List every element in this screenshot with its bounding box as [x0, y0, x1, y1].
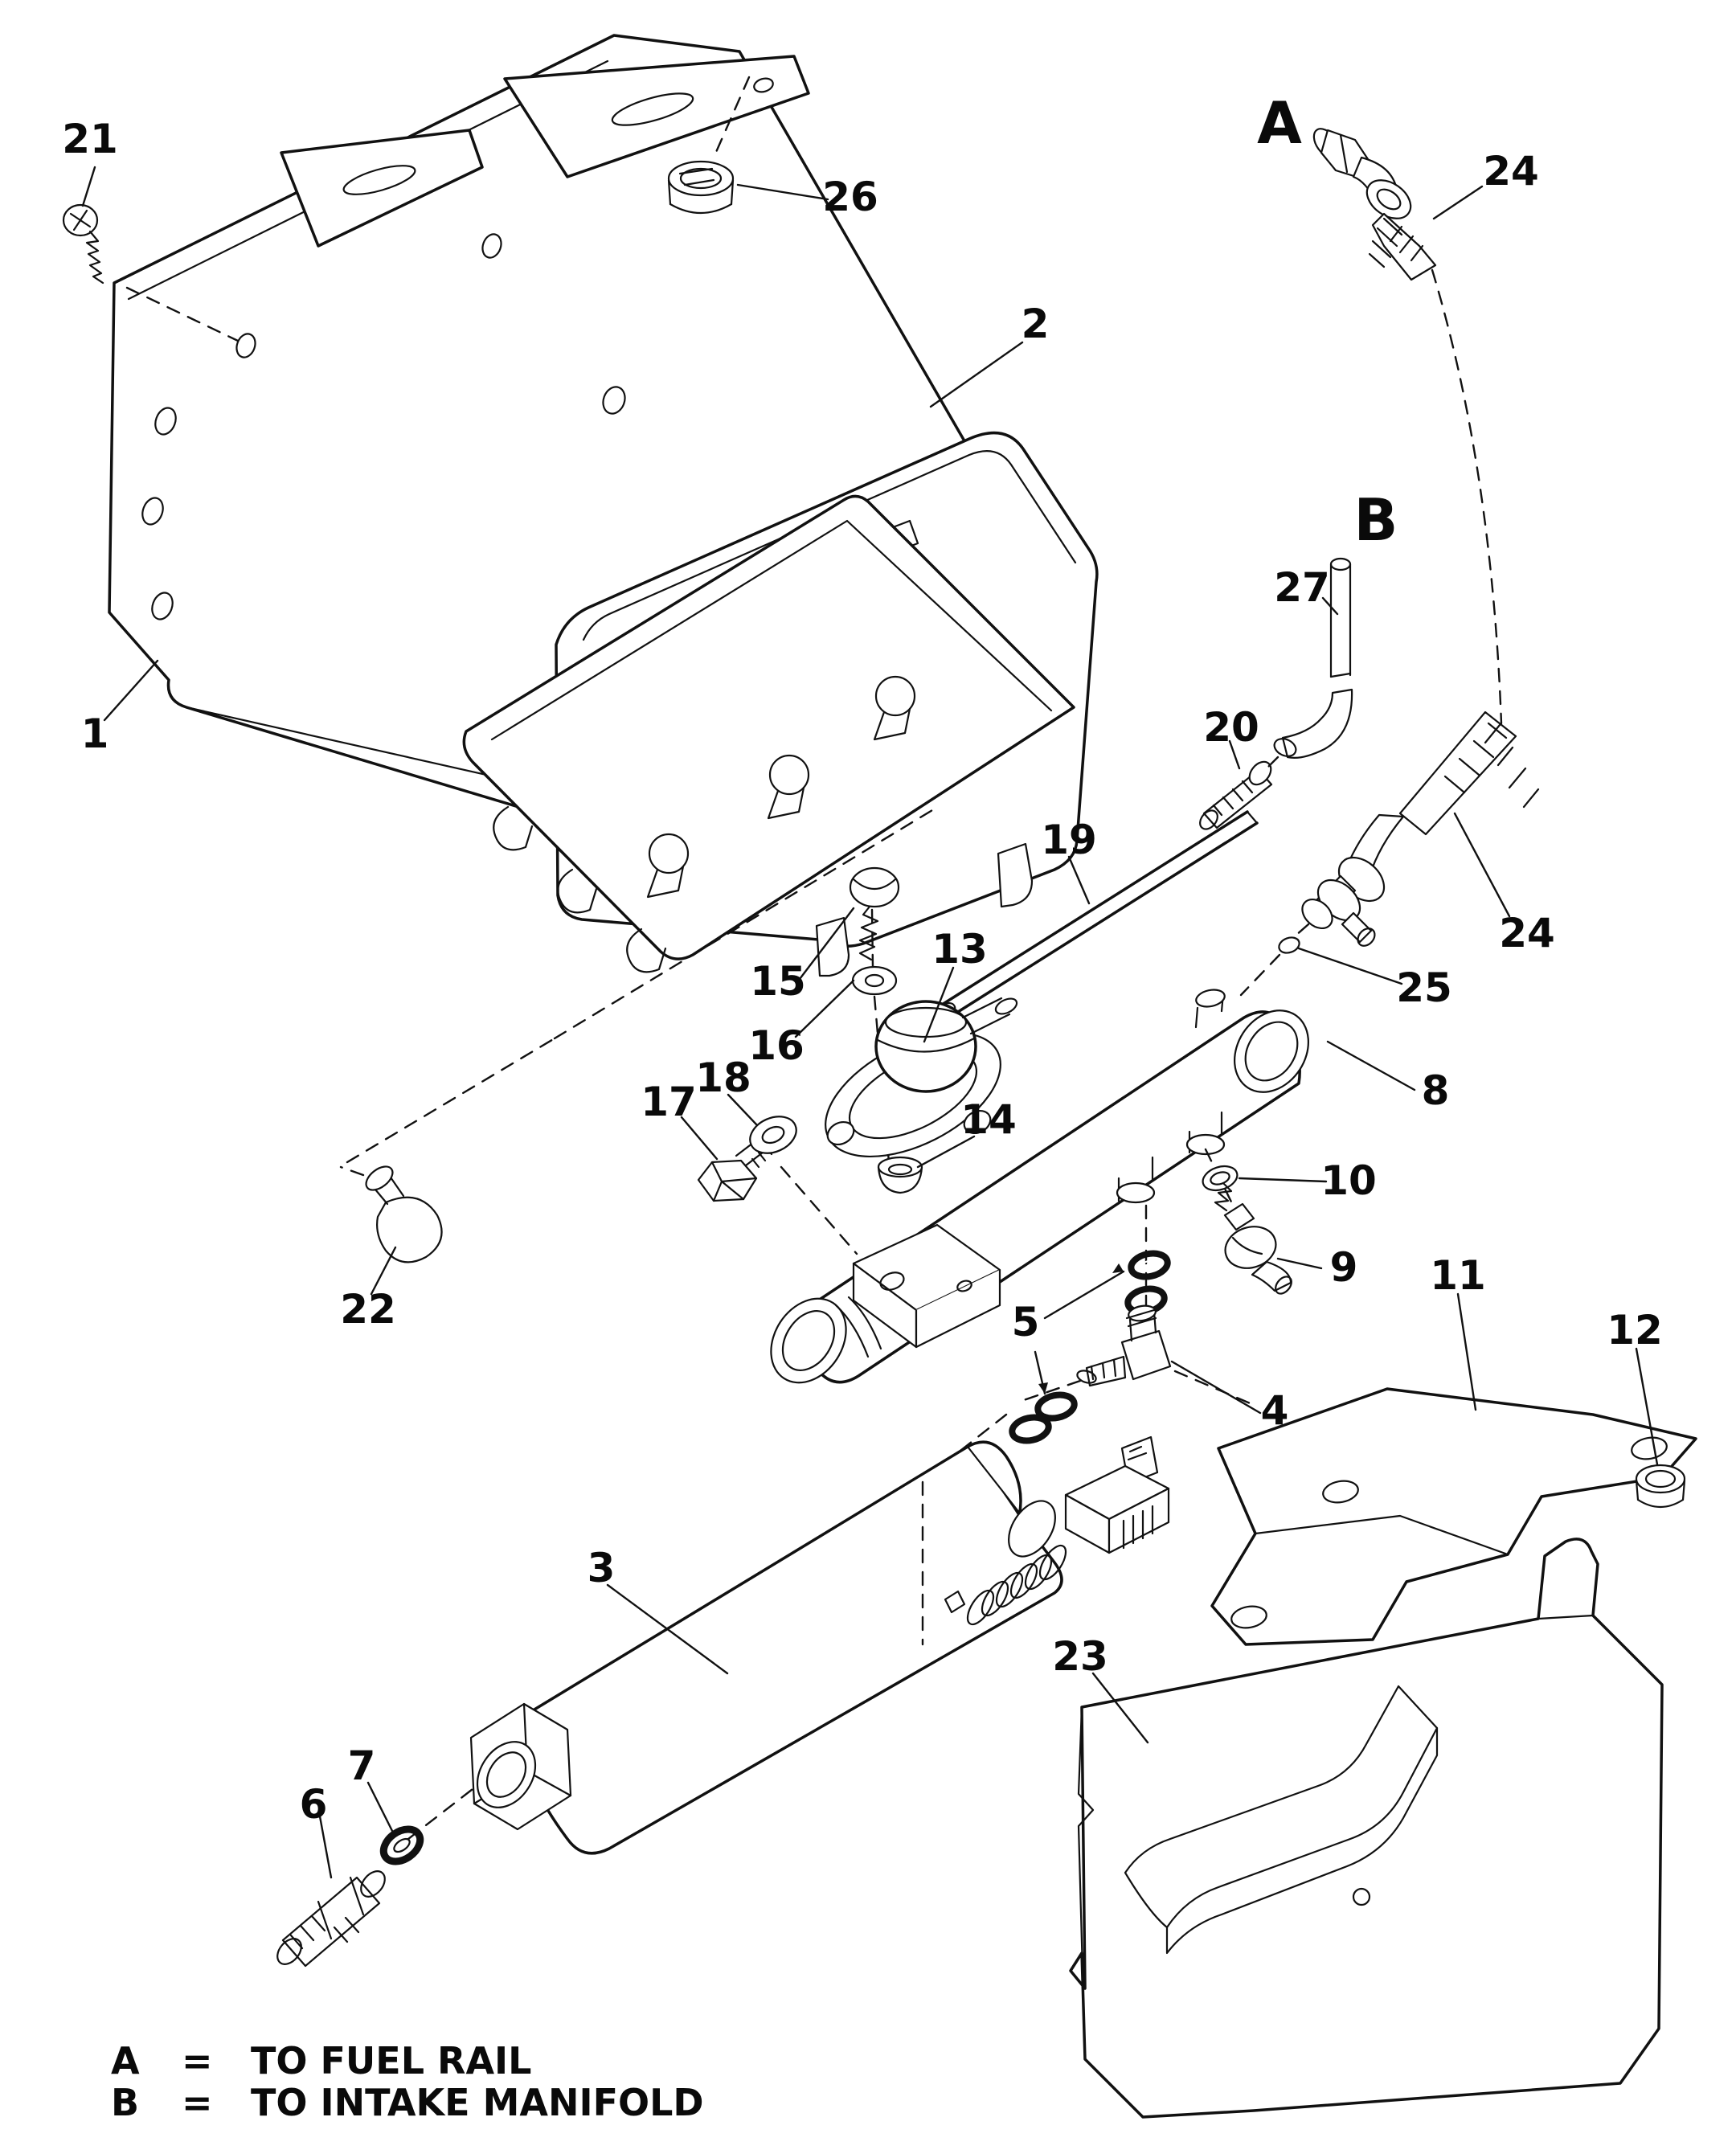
callout-7: 7	[347, 1742, 376, 1789]
legend	[111, 2039, 704, 2124]
callout-18: 18	[695, 1054, 751, 1101]
callout-17: 17	[641, 1079, 697, 1125]
callout-8: 8	[1421, 1067, 1450, 1114]
callout-16: 16	[748, 1022, 805, 1069]
part-24-hose-upper-drawing	[1309, 125, 1501, 723]
callout-2: 2	[1021, 301, 1050, 347]
callout-24b: 24	[1499, 910, 1555, 956]
part-9-vent-fitting-drawing	[1215, 1183, 1295, 1296]
legend-a-eq: =	[182, 2039, 213, 2082]
callout-27: 27	[1274, 564, 1330, 611]
callout-13: 13	[931, 926, 988, 973]
callout-A: A	[1257, 89, 1302, 157]
callout-26: 26	[822, 174, 878, 220]
callout-B: B	[1353, 486, 1398, 554]
part-4-elbow-fitting-drawing	[953, 1304, 1254, 1456]
callout-12: 12	[1607, 1307, 1663, 1353]
callout-10: 10	[1320, 1157, 1377, 1204]
legend-a-letter: A	[111, 2039, 140, 2082]
callout-15: 15	[750, 958, 806, 1005]
callout-20: 20	[1203, 704, 1259, 751]
legend-a-text: TO FUEL RAIL	[251, 2039, 532, 2082]
callout-19: 19	[1041, 817, 1097, 863]
part-16-washer-drawing	[853, 967, 896, 994]
callout-23: 23	[1052, 1633, 1108, 1680]
part-12-nut-drawing	[1636, 1465, 1685, 1507]
callout-1: 1	[80, 710, 109, 757]
part-17-bolt-drawing	[698, 1135, 857, 1254]
callout-9: 9	[1329, 1244, 1358, 1291]
callout-11: 11	[1430, 1252, 1486, 1299]
callout-21: 21	[62, 116, 118, 162]
part-8-cooler-tube-drawing	[755, 987, 1323, 1396]
legend-b-text: TO INTAKE MANIFOLD	[251, 2081, 704, 2124]
callout-5: 5	[1011, 1299, 1040, 1345]
callout-6: 6	[299, 1781, 328, 1828]
callout-25: 25	[1396, 964, 1452, 1011]
callout-4: 4	[1260, 1387, 1289, 1434]
callout-3: 3	[587, 1545, 616, 1591]
part-14-seat-drawing	[878, 1157, 922, 1193]
callout-14: 14	[960, 1096, 1017, 1143]
legend-b-letter: B	[111, 2081, 140, 2124]
callout-24a: 24	[1483, 148, 1539, 195]
part-18-washer-drawing	[744, 1110, 802, 1161]
part-20-barb-fitting-drawing	[1197, 757, 1278, 833]
part-24-hose-lower-drawing	[1241, 712, 1538, 995]
part-7-oring-drawing	[378, 1823, 426, 1869]
legend-b-eq: =	[182, 2081, 213, 2124]
callout-22: 22	[340, 1286, 396, 1333]
